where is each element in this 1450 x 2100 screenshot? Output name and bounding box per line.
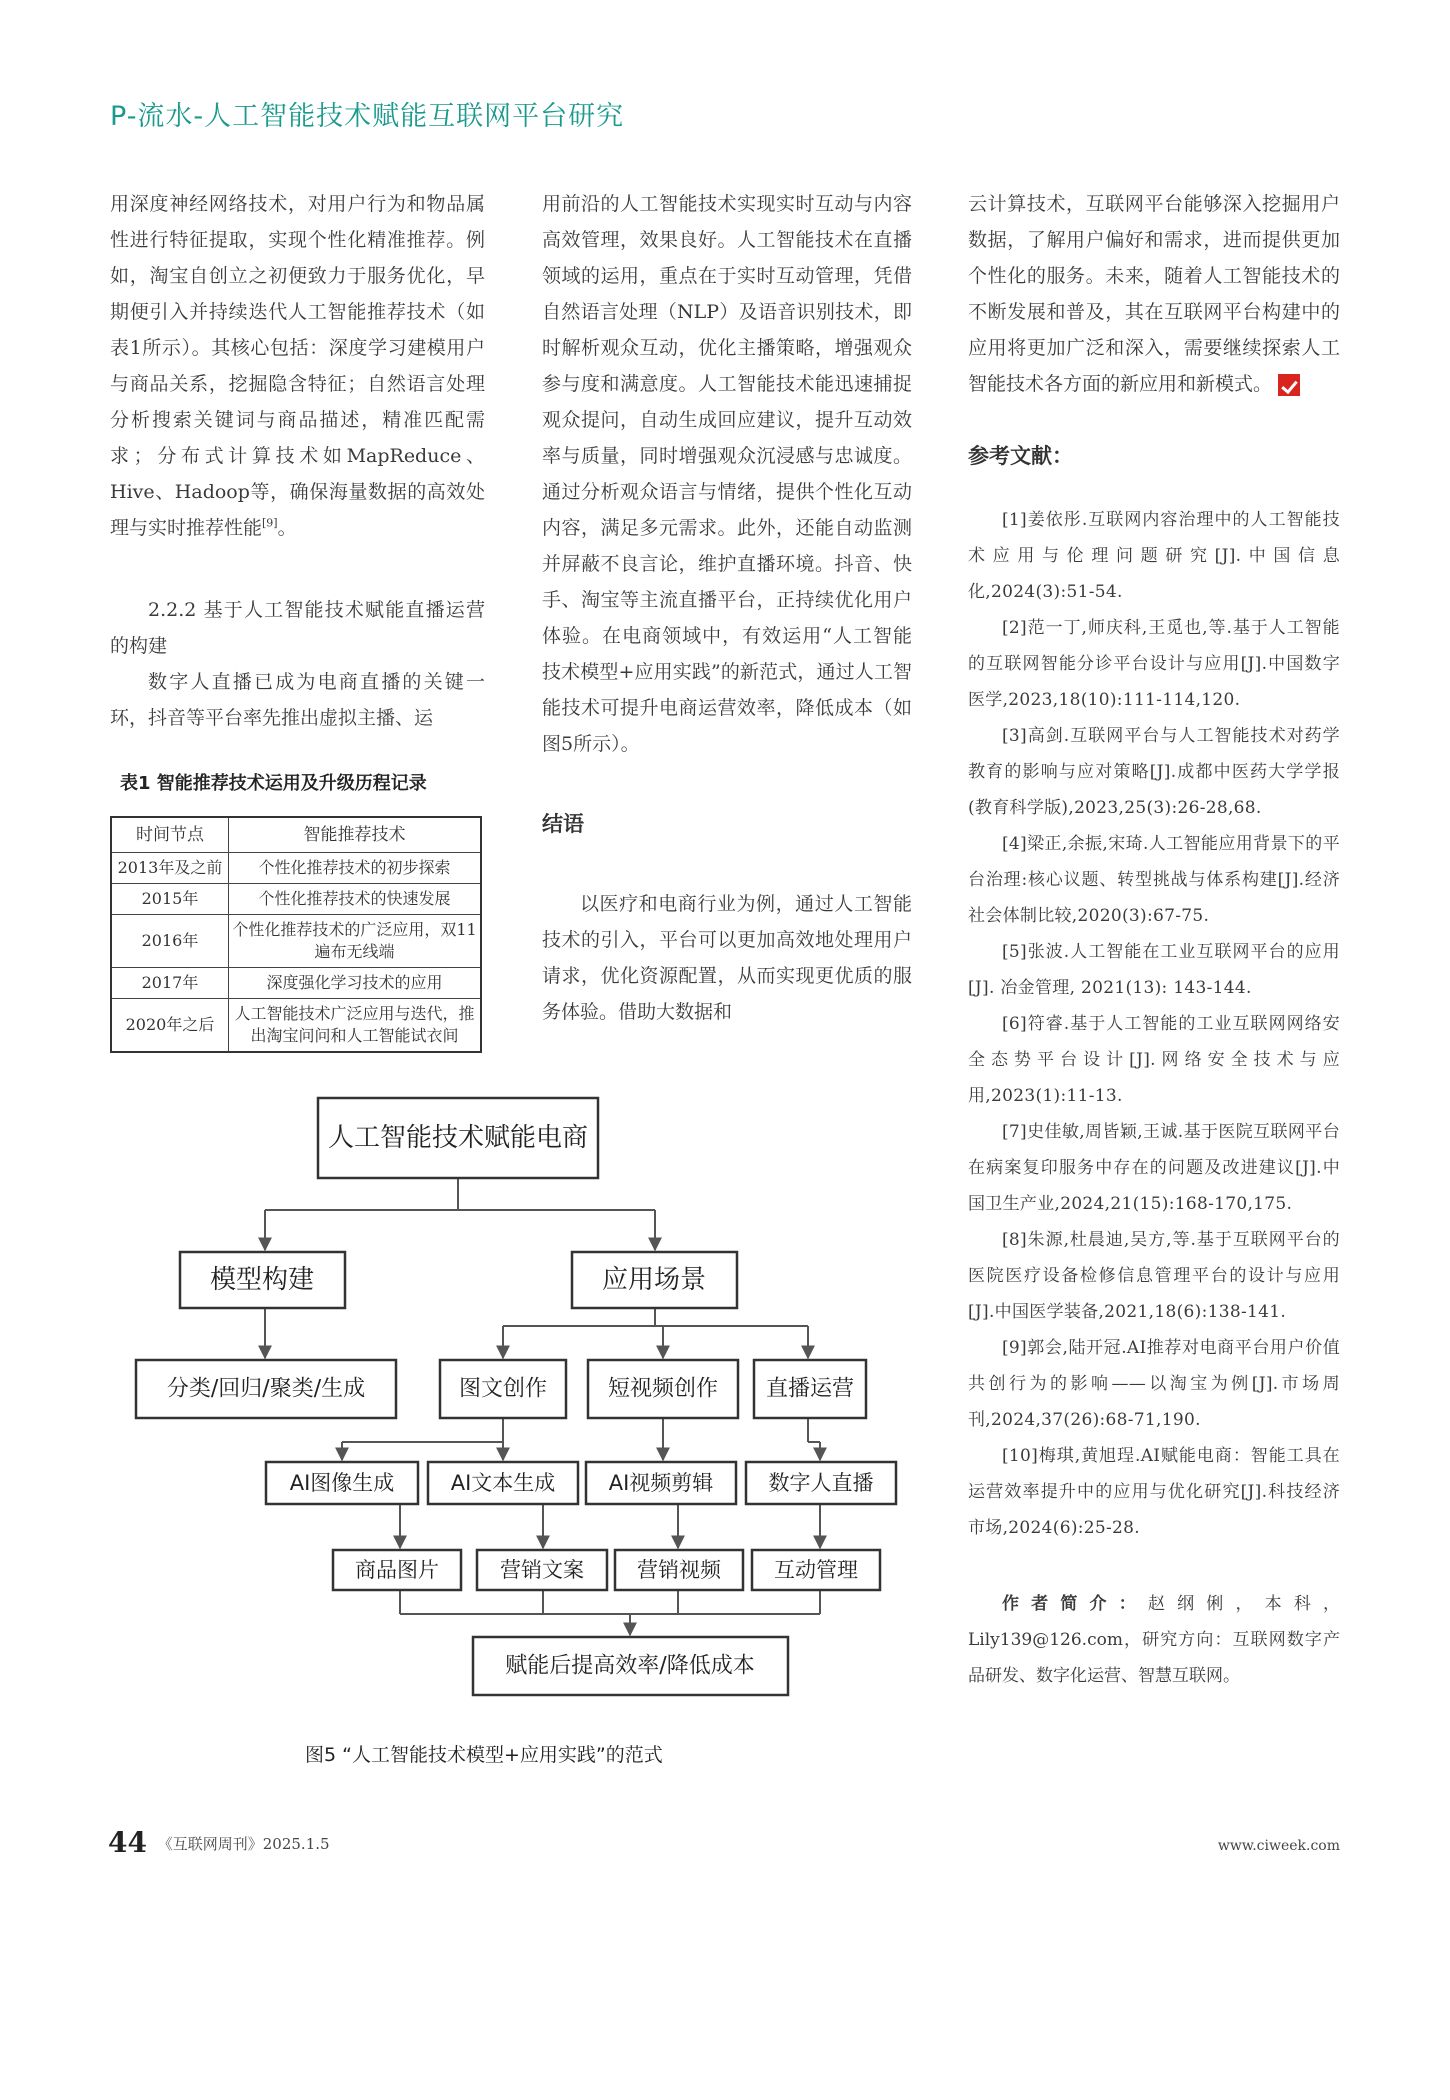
journal-issue: 《互联网周刊》2025.1.5 (157, 1835, 330, 1853)
node-app-label: 应用场景 (601, 1265, 707, 1295)
footer-url: www.ciweek.com (1217, 1838, 1340, 1854)
reference-item: [2]范一丁,师庆科,王觅也,等.基于人工智能的互联网智能分诊平台设计与应用[J].中国数字医学,2023,18(10):111-114,120. (968, 618, 1340, 710)
table-cell: 2016年 (111, 915, 229, 968)
table-caption: 表1 智能推荐技术运用及升级历程记录 (120, 773, 427, 794)
table-header: 时间节点 (111, 817, 229, 853)
running-header: P-流水-人工智能技术赋能互联网平台研究 (110, 101, 625, 132)
table-cell: 2013年及之前 (111, 853, 229, 884)
paragraph: 用深度神经网络技术，对用户行为和物品属性进行特征提取，实现个性化精准推荐。例如，淘宝自创立之初便致力于服务优化，早期便引入并持续迭代人工智能推荐技术（如表1所示）。其核心包括：深度学习建模用户与商品关系，挖掘隐含特征；自然语言处理分析搜索关键词与商品描述，精准匹配需求；分布式计算技术如MapReduce、Hive、Hadoop等，确保海量数据的高效处理与实时推荐性能[9]。 (110, 193, 485, 539)
reference-item: [4]梁正,余振,宋琦.人工智能应用背景下的平台治理:核心议题、转型挑战与体系构建[J].经济社会体制比较,2020(3):67-75. (968, 834, 1340, 926)
node-output-label: 营销文案 (500, 1558, 584, 1582)
node-output-label: 互动管理 (774, 1558, 858, 1582)
recommendation-history-table (110, 816, 482, 1053)
author-bio: 作者简介：赵纲俐，本科，Lily139@126.com，研究方向：互联网数字产品研发、数字化运营、智慧互联网。 (968, 1594, 1341, 1686)
reference-item: [7]史佳敏,周皆颖,王诚.基于医院互联网平台在病案复印服务中存在的问题及改进建议[J].中国卫生产业,2024,21(15):168-170,175. (968, 1122, 1340, 1214)
table-cell: 个性化推荐技术的快速发展 (229, 884, 482, 915)
node-bottom-label: 赋能后提高效率/降低成本 (505, 1653, 755, 1679)
node-ai-label: AI视频剪辑 (608, 1471, 714, 1495)
node-output-label: 商品图片 (355, 1558, 439, 1582)
table-row (111, 853, 481, 884)
subsection-heading: 2.2.2 基于人工智能技术赋能直播运营的构建 (110, 599, 485, 657)
column-2 (542, 186, 912, 1030)
table-cell: 2020年之后 (111, 999, 229, 1053)
paragraph: 用前沿的人工智能技术实现实时互动与内容高效管理，效果良好。人工智能技术在直播领域的运用，重点在于实时互动管理，凭借自然语言处理（NLP）及语音识别技术，即时解析观众互动，优化主播策略，增强观众参与度和满意度。人工智能技术能迅速捕捉观众提问，自动生成回应建议，提升互动效率与质量，同时增强观众沉浸感与忠诚度。通过分析观众语言与情绪，提供个性化互动内容，满足多元需求。此外，还能自动监测并屏蔽不良言论，维护直播环境。抖音、快手、淘宝等主流直播平台，正持续优化用户体验。在电商领域中，有效运用“人工智能技术模型+应用实践”的新范式，通过人工智能技术可提升电商运营效率，降低成本（如图5所示）。 (542, 193, 912, 755)
table-row (111, 915, 481, 968)
table-cell: 深度强化学习技术的应用 (229, 968, 482, 999)
table-row (111, 968, 481, 999)
reference-item: [8]朱源,杜晨迪,吴方,等.基于互联网平台的医院医疗设备检修信息管理平台的设计与应用[J].中国医学装备,2021,18(6):138-141. (968, 1230, 1340, 1322)
node-top-label: 人工智能技术赋能电商 (327, 1123, 589, 1153)
table-row (111, 884, 481, 915)
table-cell: 2017年 (111, 968, 229, 999)
reference-item: [10]梅琪,黄旭珵.AI赋能电商：智能工具在运营效率提升中的应用与优化研究[J].科技经济市场,2024(6):25-28. (968, 1446, 1340, 1538)
table-cell: 个性化推荐技术的初步探索 (229, 853, 482, 884)
node-scene-label: 图文创作 (458, 1376, 548, 1402)
paragraph: 数字人直播已成为电商直播的关键一环，抖音等平台率先推出虚拟主播、运 (110, 671, 485, 729)
node-scene-label: 短视频创作 (607, 1376, 719, 1402)
table-cell: 2015年 (111, 884, 229, 915)
footer-left (108, 1826, 330, 1859)
node-output-label: 营销视频 (637, 1558, 721, 1582)
node-model-label: 模型构建 (209, 1265, 315, 1295)
reference-item: [3]高剑.互联网平台与人工智能技术对药学教育的影响与应对策略[J].成都中医药大学学报(教育科学版),2023,25(3):26-28,68. (968, 726, 1340, 818)
node-ai-label: AI图像生成 (289, 1471, 395, 1495)
node-ai-label: AI文本生成 (450, 1471, 556, 1495)
references-heading: 参考文献： (968, 444, 1073, 468)
column-1 (110, 186, 485, 1053)
table-header: 智能推荐技术 (229, 817, 482, 853)
figure-caption: 图5 “人工智能技术模型+应用实践”的范式 (305, 1744, 663, 1766)
table-row (111, 999, 481, 1053)
node-ai-label: 数字人直播 (768, 1471, 874, 1495)
paragraph: 以医疗和电商行业为例，通过人工智能技术的引入，平台可以更加高效地处理用户请求，优化资源配置，从而实现更优质的服务体验。借助大数据和 (542, 893, 912, 1023)
end-mark-icon (1278, 374, 1300, 396)
reference-item: [1]姜依彤.互联网内容治理中的人工智能技术应用与伦理问题研究[J].中国信息化,2024(3):51-54. (968, 510, 1340, 602)
table-cell: 人工智能技术广泛应用与迭代，推出淘宝问问和人工智能试衣间 (229, 999, 482, 1053)
page-number: 44 (108, 1826, 147, 1859)
paragraph: 云计算技术，互联网平台能够深入挖掘用户数据，了解用户偏好和需求，进而提供更加个性化的服务。未来，随着人工智能技术的不断发展和普及，其在互联网平台构建中的应用将更加广泛和深入，需要继续探索人工智能技术各方面的新应用和新模式。 (968, 193, 1340, 395)
paradigm-flowchart (110, 1090, 910, 1770)
node-model-sub-label: 分类/回归/聚类/生成 (166, 1376, 366, 1402)
table-cell: 个性化推荐技术的广泛应用，双11遍布无线端 (229, 915, 482, 968)
reference-item: [5]张波.人工智能在工业互联网平台的应用 [J]. 冶金管理, 2021(13): 143-144. (968, 942, 1340, 998)
section-heading: 结语 (542, 812, 584, 836)
node-scene-label: 直播运营 (765, 1376, 855, 1402)
reference-item: [9]郭会,陆开冠.AI推荐对电商平台用户价值共创行为的影响——以淘宝为例[J].市场周刊,2024,37(26):68-71,190. (968, 1338, 1340, 1430)
reference-item: [6]符睿.基于人工智能的工业互联网网络安全态势平台设计[J].网络安全技术与应用,2023(1):11-13. (968, 1014, 1340, 1106)
column-3 (968, 186, 1340, 1694)
